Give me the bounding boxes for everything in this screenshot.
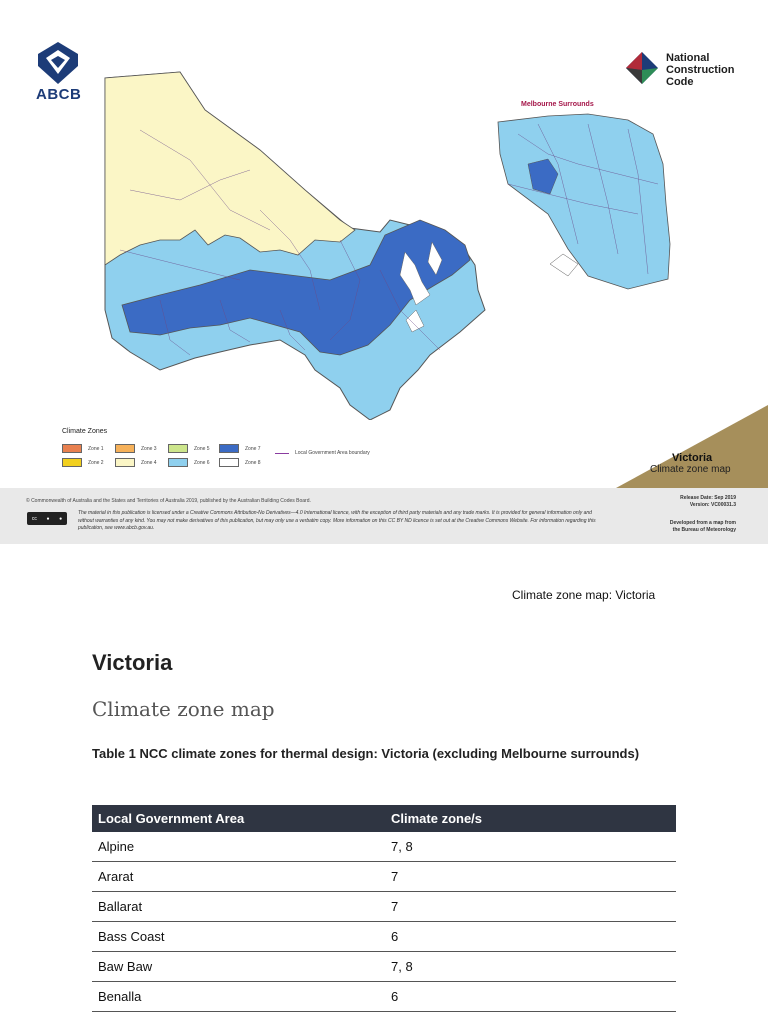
table-header-row <box>92 805 676 832</box>
lga-boundary-key <box>275 450 370 456</box>
cc-license-badge-icon <box>27 512 67 525</box>
gold-corner-decoration <box>616 405 768 488</box>
melbourne-surrounds-map <box>488 104 678 299</box>
legend-label: Zone 2 <box>88 459 104 466</box>
page-subtitle: Climate zone map <box>92 697 275 721</box>
legend-item <box>219 458 261 467</box>
cc-by-icon: ● <box>46 515 50 522</box>
ncc-logo-icon <box>622 50 662 90</box>
lga-cell: Ararat <box>92 862 385 892</box>
zone-cell: 7, 8 <box>385 952 676 982</box>
ncc-logo-text <box>666 52 734 88</box>
license-text: The material in this publication is licensed under a Creative Commons Attribution-No Derivatives—4.0 International licence, with the exception of third party materials and any trade marks. It is provided for general information only and without warranties of any kind. You may not make derivatives of this publication, but may only use a verbatim copy. More information on this CC BY ND licence is set out at the Creative Commons Website. For information regarding this publication, see www.abcb.gov.au. <box>78 510 596 531</box>
abcb-logo-text: ABCB <box>36 86 82 103</box>
metro-map-title: Melbourne Surrounds <box>521 101 594 108</box>
ncc-logo-line: National <box>666 52 710 64</box>
legend-label: Zone 1 <box>88 445 104 452</box>
table-row <box>92 982 676 1012</box>
legend-swatch <box>219 458 239 467</box>
lga-cell: Alpine <box>92 832 385 862</box>
column-header: Climate zone/s <box>385 805 676 832</box>
legend-item <box>219 444 261 453</box>
legend-label: Zone 7 <box>245 445 261 452</box>
legend-swatch <box>168 458 188 467</box>
zone-cell: 7 <box>385 862 676 892</box>
climate-zone-table <box>92 805 676 1012</box>
zone-cell: 7, 8 <box>385 832 676 862</box>
cc-badge-text: cc <box>31 515 37 522</box>
copyright-text: © Commonwealth of Australia and the States and Territories of Australia 2019, published by the Australian Building Codes Board. <box>26 498 311 504</box>
legend-item <box>168 458 210 467</box>
release-date: Release Date: Sep 2019 <box>680 495 736 501</box>
zone-cell: 6 <box>385 982 676 1012</box>
table-row <box>92 832 676 862</box>
ncc-logo-line: Construction <box>666 64 735 76</box>
legend-label: Zone 3 <box>141 445 157 452</box>
legend-item <box>115 458 157 467</box>
legend-item <box>62 458 104 467</box>
legend-item <box>115 444 157 453</box>
legend-item <box>62 444 104 453</box>
legend-swatch <box>115 458 135 467</box>
cc-nd-icon: ● <box>59 515 63 522</box>
table-row <box>92 952 676 982</box>
ncc-logo-line: Code <box>666 76 694 88</box>
legend-label: Zone 5 <box>194 445 210 452</box>
legend-swatch <box>62 458 82 467</box>
table-title: Table 1 NCC climate zones for thermal design: Victoria (excluding Melbourne surrounds) <box>92 746 640 761</box>
developed-line: the Bureau of Meteorology <box>672 527 736 533</box>
column-header: Local Government Area <box>92 805 385 832</box>
legend-item <box>168 444 210 453</box>
boundary-label: Local Government Area boundary <box>295 450 370 456</box>
image-caption: Climate zone map: Victoria <box>512 588 656 602</box>
poster-badge-title: Victoria <box>672 452 713 464</box>
poster-badge-subtitle: Climate zone map <box>650 464 731 475</box>
release-info <box>640 495 736 509</box>
zone-cell: 6 <box>385 922 676 952</box>
lga-cell: Baw Baw <box>92 952 385 982</box>
table-row <box>92 862 676 892</box>
lga-cell: Benalla <box>92 982 385 1012</box>
legend-label: Zone 4 <box>141 459 157 466</box>
climate-zone-legend <box>62 444 292 474</box>
lga-cell: Ballarat <box>92 892 385 922</box>
page-title: Victoria <box>92 650 173 675</box>
table-row <box>92 892 676 922</box>
legend-title: Climate Zones <box>62 428 108 435</box>
developed-line: Developed from a map from <box>669 520 736 526</box>
legend-swatch <box>168 444 188 453</box>
boundary-line-icon <box>275 453 289 454</box>
zone-cell: 7 <box>385 892 676 922</box>
lga-cell: Bass Coast <box>92 922 385 952</box>
legend-swatch <box>219 444 239 453</box>
table-row <box>92 922 676 952</box>
abcb-logo-icon <box>34 40 82 86</box>
developed-note <box>640 520 736 534</box>
legend-swatch <box>115 444 135 453</box>
victoria-map <box>100 70 490 420</box>
legend-swatch <box>62 444 82 453</box>
legend-label: Zone 6 <box>194 459 210 466</box>
version: Version: VC00031.3 <box>689 502 736 508</box>
legend-label: Zone 8 <box>245 459 261 466</box>
